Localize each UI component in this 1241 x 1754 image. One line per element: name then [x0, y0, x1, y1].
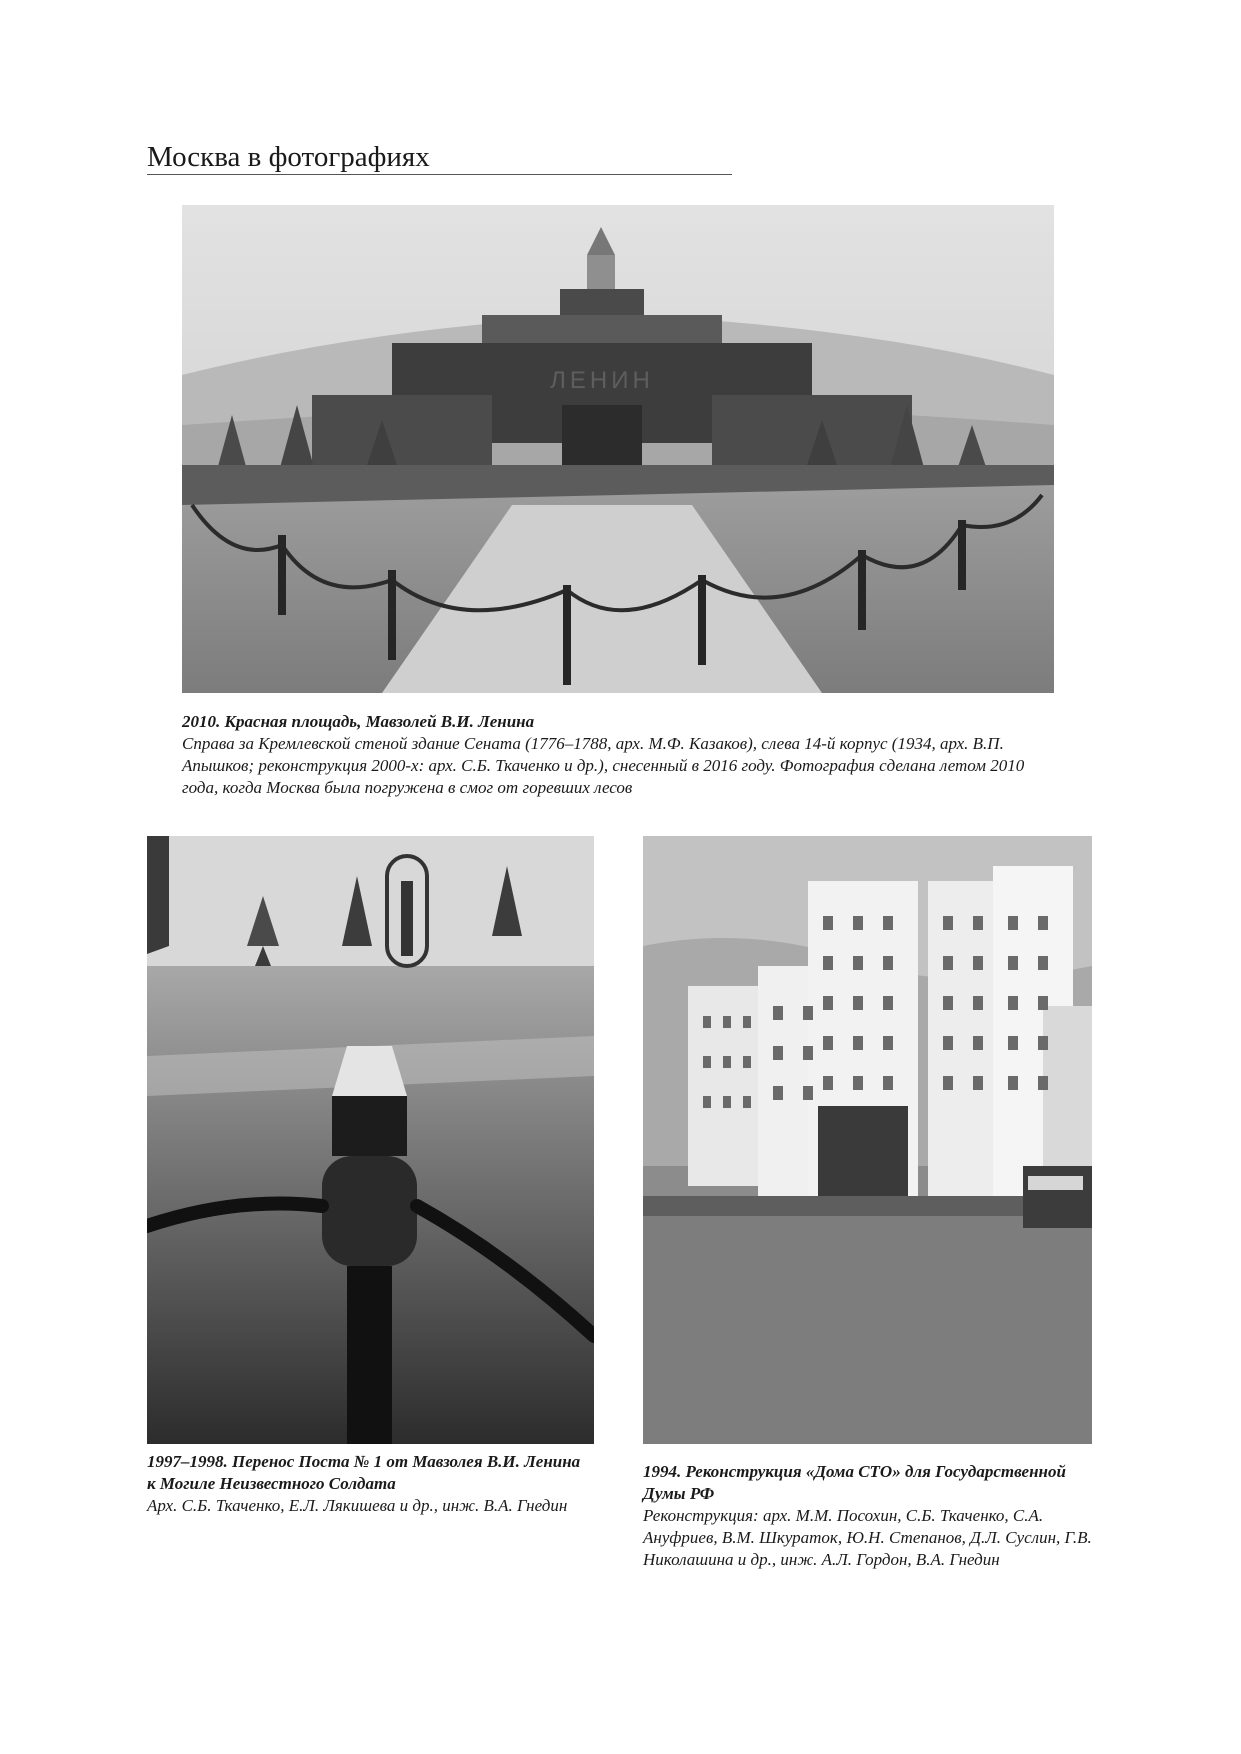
mausoleum-inscription: ЛЕНИН	[550, 367, 654, 394]
caption-text: Арх. С.Б. Ткаченко, Е.Л. Лякишева и др., инж. В.А. Гнедин	[147, 1496, 568, 1515]
page-header	[147, 140, 732, 174]
caption-heading: 1994. Реконструкция «Дома СТО» для Государственной Думы РФ	[643, 1462, 1066, 1503]
post-one-caption	[147, 1451, 592, 1517]
caption-heading: 1997–1998. Перенос Поста № 1 от Мавзолея В.И. Ленина к Могиле Неизвестного Солдата	[147, 1452, 581, 1493]
duma-photo	[643, 836, 1092, 1444]
post-one-photo	[147, 836, 594, 1444]
header-rule	[147, 174, 732, 175]
caption-text: Реконструкция: арх. М.М. Посохин, С.Б. Ткаченко, С.А. Ануфриев, В.М. Шкураток, Ю.Н. Степанов, Д.Л. Суслин, Г.В. Николашина и др., инж. А.Л. Гордон, В.А. Гнедин	[643, 1506, 1092, 1569]
caption-heading: 2010. Красная площадь, Мавзолей В.И. Ленина	[182, 712, 535, 731]
caption-text: Справа за Кремлевской стеной здание Сената (1776–1788, арх. М.Ф. Казаков), слева 14-й корпус (1934, арх. В.П. Апышков; реконструкция 2000-х: арх. С.Б. Ткаченко и др.), снесенный в 2016 году. Фотография сделана летом 2010 года, когда Москва была погружена в смог от горевших лесов	[182, 734, 1025, 797]
mausoleum-photo	[182, 205, 1054, 693]
duma-caption	[643, 1461, 1093, 1571]
mausoleum-caption	[182, 711, 1062, 799]
page-title: Москва в фотографиях	[147, 141, 430, 173]
